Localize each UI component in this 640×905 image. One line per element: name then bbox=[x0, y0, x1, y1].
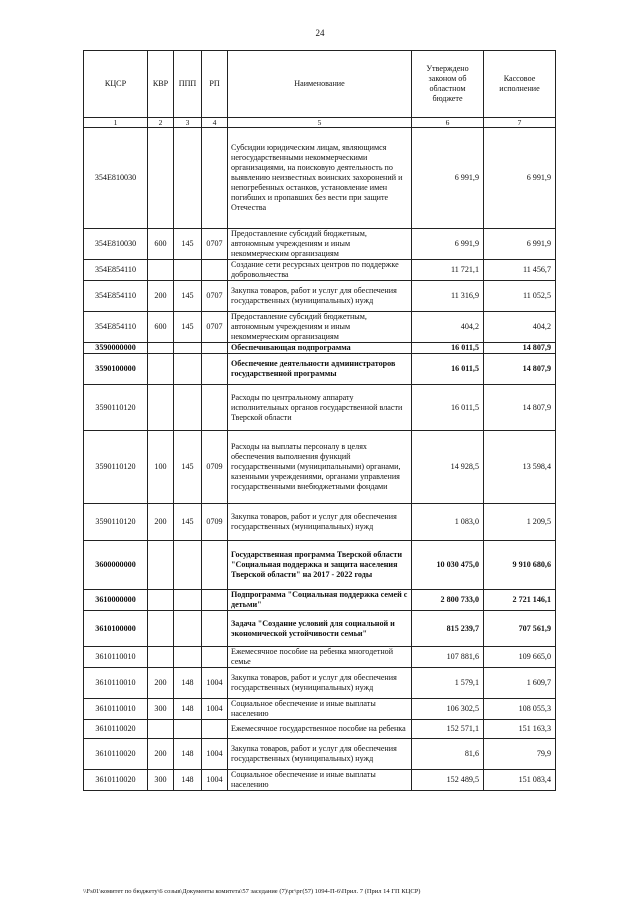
cell-approved: 152 571,1 bbox=[412, 720, 484, 739]
cell-name: Расходы на выплаты персоналу в целях обеспечения выполнения функций государственными (муниципальными) органами, казенными учреждениями, органами управления государственными внебюджетными фондами bbox=[228, 431, 412, 504]
column-number-row bbox=[84, 118, 556, 128]
page-number: 24 bbox=[315, 28, 325, 38]
table-row bbox=[84, 385, 556, 431]
cell-name: Закупка товаров, работ и услуг для обеспечения государственных (муниципальных) нужд bbox=[228, 504, 412, 541]
cell-ppp: 145 bbox=[174, 312, 202, 343]
cell-kvr bbox=[148, 590, 174, 611]
cell-name: Ежемесячное пособие на ребенка многодетной семье bbox=[228, 647, 412, 668]
table-row bbox=[84, 611, 556, 647]
cell-approved: 11 316,9 bbox=[412, 281, 484, 312]
cell-kvr: 200 bbox=[148, 281, 174, 312]
cell-approved: 10 030 475,0 bbox=[412, 541, 484, 590]
column-number: 4 bbox=[202, 118, 228, 128]
cell-approved: 6 991,9 bbox=[412, 128, 484, 229]
cell-approved: 16 011,5 bbox=[412, 343, 484, 354]
cell-name: Предоставление субсидий бюджетным, автономным учреждениям и иным некоммерческим организациям bbox=[228, 229, 412, 260]
cell-executed: 6 991,9 bbox=[484, 229, 556, 260]
cell-rp bbox=[202, 541, 228, 590]
cell-name: Обеспечивающая подпрограмма bbox=[228, 343, 412, 354]
header-name: Наименование bbox=[228, 51, 412, 118]
cell-executed: 14 807,9 bbox=[484, 385, 556, 431]
cell-name: Закупка товаров, работ и услуг для обеспечения государственных (муниципальных) нужд bbox=[228, 668, 412, 699]
header-code: КЦСР bbox=[84, 51, 148, 118]
cell-executed: 1 209,5 bbox=[484, 504, 556, 541]
cell-kvr: 200 bbox=[148, 668, 174, 699]
cell-kvr bbox=[148, 385, 174, 431]
cell-code: 3610110010 bbox=[84, 668, 148, 699]
cell-kvr: 600 bbox=[148, 229, 174, 260]
cell-rp: 1004 bbox=[202, 668, 228, 699]
cell-approved: 2 800 733,0 bbox=[412, 590, 484, 611]
cell-approved: 14 928,5 bbox=[412, 431, 484, 504]
cell-code: 3590100000 bbox=[84, 354, 148, 385]
cell-name: Создание сети ресурсных центров по поддержке добровольчества bbox=[228, 260, 412, 281]
table-row bbox=[84, 281, 556, 312]
cell-approved: 16 011,5 bbox=[412, 385, 484, 431]
table-row bbox=[84, 354, 556, 385]
cell-kvr: 600 bbox=[148, 312, 174, 343]
cell-name: Государственная программа Тверской области "Социальная поддержка и защита населения Тверской области" на 2017 - 2022 годы bbox=[228, 541, 412, 590]
cell-ppp bbox=[174, 590, 202, 611]
cell-ppp bbox=[174, 385, 202, 431]
table-row bbox=[84, 770, 556, 791]
table-row bbox=[84, 504, 556, 541]
cell-kvr bbox=[148, 354, 174, 385]
file-path-footer: \\Fs01\комитет по бюджету\6 созыв\Документы комитета\57 заседание (7)\рг\рг(57) 1094-П-6\Прил. 7 (Прил 14 ГП КЦСР) bbox=[83, 888, 421, 895]
cell-executed: 109 665,0 bbox=[484, 647, 556, 668]
cell-executed: 9 910 680,6 bbox=[484, 541, 556, 590]
cell-ppp: 148 bbox=[174, 739, 202, 770]
cell-kvr bbox=[148, 541, 174, 590]
cell-name: Обеспечение деятельности администраторов государственной программы bbox=[228, 354, 412, 385]
cell-rp: 1004 bbox=[202, 699, 228, 720]
header-kvr: КВР bbox=[148, 51, 174, 118]
header-row bbox=[84, 51, 556, 118]
cell-rp: 1004 bbox=[202, 770, 228, 791]
cell-approved: 106 302,5 bbox=[412, 699, 484, 720]
cell-rp: 0707 bbox=[202, 281, 228, 312]
table-row bbox=[84, 312, 556, 343]
cell-executed: 11 052,5 bbox=[484, 281, 556, 312]
cell-code: 354E810030 bbox=[84, 229, 148, 260]
cell-name: Социальное обеспечение и иные выплаты населению bbox=[228, 699, 412, 720]
cell-executed: 1 609,7 bbox=[484, 668, 556, 699]
table-row bbox=[84, 720, 556, 739]
cell-executed: 13 598,4 bbox=[484, 431, 556, 504]
cell-executed: 108 055,3 bbox=[484, 699, 556, 720]
cell-ppp bbox=[174, 541, 202, 590]
table-row bbox=[84, 647, 556, 668]
cell-rp: 0709 bbox=[202, 504, 228, 541]
cell-name: Социальное обеспечение и иные выплаты населению bbox=[228, 770, 412, 791]
header-rp: РП bbox=[202, 51, 228, 118]
cell-kvr: 300 bbox=[148, 699, 174, 720]
cell-executed: 151 163,3 bbox=[484, 720, 556, 739]
cell-approved: 16 011,5 bbox=[412, 354, 484, 385]
table-row bbox=[84, 739, 556, 770]
cell-executed: 14 807,9 bbox=[484, 354, 556, 385]
cell-name: Закупка товаров, работ и услуг для обеспечения государственных (муниципальных) нужд bbox=[228, 739, 412, 770]
cell-kvr bbox=[148, 647, 174, 668]
cell-approved: 152 489,5 bbox=[412, 770, 484, 791]
table-row bbox=[84, 128, 556, 229]
cell-ppp: 145 bbox=[174, 229, 202, 260]
table-row bbox=[84, 229, 556, 260]
column-number: 7 bbox=[484, 118, 556, 128]
cell-name: Закупка товаров, работ и услуг для обеспечения государственных (муниципальных) нужд bbox=[228, 281, 412, 312]
cell-code: 3610000000 bbox=[84, 590, 148, 611]
cell-rp bbox=[202, 260, 228, 281]
cell-rp: 1004 bbox=[202, 739, 228, 770]
cell-name: Субсидии юридическим лицам, являющимся негосударственными некоммерческими организациями, на поисковую деятельность по выявлению неизвестных воинских захоронений и непогребенных останков, установление имен погибших и пропавших без вести при защите Отечества bbox=[228, 128, 412, 229]
cell-executed: 14 807,9 bbox=[484, 343, 556, 354]
cell-rp: 0709 bbox=[202, 431, 228, 504]
table-row bbox=[84, 260, 556, 281]
cell-code: 3590110120 bbox=[84, 504, 148, 541]
cell-name: Подпрограмма "Социальная поддержка семей с детьми" bbox=[228, 590, 412, 611]
cell-approved: 815 239,7 bbox=[412, 611, 484, 647]
cell-code: 3590110120 bbox=[84, 431, 148, 504]
cell-approved: 1 579,1 bbox=[412, 668, 484, 699]
cell-code: 3610110010 bbox=[84, 699, 148, 720]
cell-rp bbox=[202, 590, 228, 611]
cell-executed: 11 456,7 bbox=[484, 260, 556, 281]
table-row bbox=[84, 431, 556, 504]
cell-executed: 6 991,9 bbox=[484, 128, 556, 229]
cell-ppp bbox=[174, 128, 202, 229]
cell-rp: 0707 bbox=[202, 312, 228, 343]
cell-ppp bbox=[174, 611, 202, 647]
cell-kvr: 300 bbox=[148, 770, 174, 791]
cell-code: 3610110020 bbox=[84, 739, 148, 770]
cell-kvr bbox=[148, 611, 174, 647]
cell-name: Предоставление субсидий бюджетным, автономным учреждениям и иным некоммерческим организациям bbox=[228, 312, 412, 343]
column-number: 1 bbox=[84, 118, 148, 128]
cell-rp bbox=[202, 343, 228, 354]
column-number: 2 bbox=[148, 118, 174, 128]
cell-code: 354E854110 bbox=[84, 260, 148, 281]
cell-code: 354E854110 bbox=[84, 281, 148, 312]
cell-rp bbox=[202, 385, 228, 431]
cell-name: Задача "Создание условий для социальной и экономической устойчивости семьи" bbox=[228, 611, 412, 647]
cell-ppp: 145 bbox=[174, 504, 202, 541]
cell-ppp: 148 bbox=[174, 699, 202, 720]
cell-approved: 81,6 bbox=[412, 739, 484, 770]
cell-kvr bbox=[148, 720, 174, 739]
table-row bbox=[84, 668, 556, 699]
table-body bbox=[84, 128, 556, 791]
cell-code: 354E854110 bbox=[84, 312, 148, 343]
cell-ppp: 145 bbox=[174, 281, 202, 312]
cell-name: Ежемесячное государственное пособие на ребенка bbox=[228, 720, 412, 739]
cell-executed: 79,9 bbox=[484, 739, 556, 770]
cell-code: 3600000000 bbox=[84, 541, 148, 590]
cell-rp bbox=[202, 647, 228, 668]
column-number: 6 bbox=[412, 118, 484, 128]
cell-executed: 151 083,4 bbox=[484, 770, 556, 791]
cell-rp bbox=[202, 611, 228, 647]
cell-rp bbox=[202, 354, 228, 385]
cell-executed: 404,2 bbox=[484, 312, 556, 343]
cell-kvr: 200 bbox=[148, 504, 174, 541]
cell-ppp bbox=[174, 720, 202, 739]
cell-rp bbox=[202, 128, 228, 229]
cell-code: 3590110120 bbox=[84, 385, 148, 431]
cell-ppp bbox=[174, 260, 202, 281]
cell-approved: 11 721,1 bbox=[412, 260, 484, 281]
budget-table bbox=[83, 50, 556, 791]
cell-kvr bbox=[148, 343, 174, 354]
cell-kvr: 200 bbox=[148, 739, 174, 770]
cell-approved: 107 881,6 bbox=[412, 647, 484, 668]
cell-kvr: 100 bbox=[148, 431, 174, 504]
cell-code: 3590000000 bbox=[84, 343, 148, 354]
cell-ppp: 148 bbox=[174, 668, 202, 699]
table-row bbox=[84, 699, 556, 720]
cell-rp bbox=[202, 720, 228, 739]
cell-kvr bbox=[148, 260, 174, 281]
column-number: 5 bbox=[228, 118, 412, 128]
header-executed: Кассовое исполнение bbox=[484, 51, 556, 118]
cell-approved: 404,2 bbox=[412, 312, 484, 343]
cell-ppp: 148 bbox=[174, 770, 202, 791]
cell-ppp bbox=[174, 647, 202, 668]
cell-ppp: 145 bbox=[174, 431, 202, 504]
cell-approved: 6 991,9 bbox=[412, 229, 484, 260]
table-row bbox=[84, 590, 556, 611]
cell-code: 3610110020 bbox=[84, 770, 148, 791]
table-row bbox=[84, 343, 556, 354]
cell-ppp bbox=[174, 343, 202, 354]
header-ppp: ППП bbox=[174, 51, 202, 118]
cell-executed: 707 561,9 bbox=[484, 611, 556, 647]
cell-approved: 1 083,0 bbox=[412, 504, 484, 541]
column-number: 3 bbox=[174, 118, 202, 128]
cell-code: 354E810030 bbox=[84, 128, 148, 229]
cell-rp: 0707 bbox=[202, 229, 228, 260]
cell-name: Расходы по центральному аппарату исполнительных органов государственной власти Тверской области bbox=[228, 385, 412, 431]
cell-code: 3610110020 bbox=[84, 720, 148, 739]
cell-code: 3610110010 bbox=[84, 647, 148, 668]
cell-ppp bbox=[174, 354, 202, 385]
cell-executed: 2 721 146,1 bbox=[484, 590, 556, 611]
cell-kvr bbox=[148, 128, 174, 229]
table-row bbox=[84, 541, 556, 590]
header-approved: Утверждено законом об областном бюджете bbox=[412, 51, 484, 118]
cell-code: 3610100000 bbox=[84, 611, 148, 647]
